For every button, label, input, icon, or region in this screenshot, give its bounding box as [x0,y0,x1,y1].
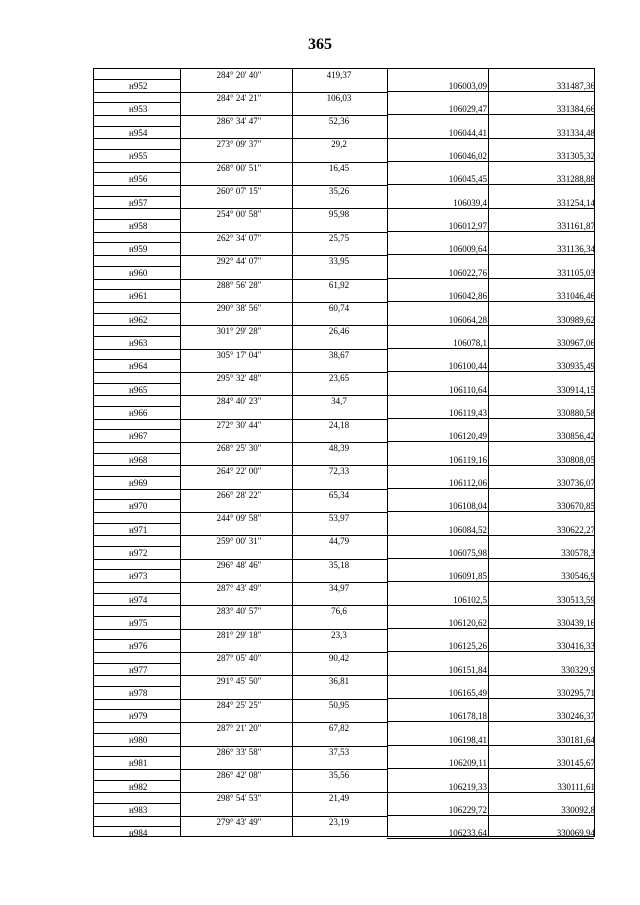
row-divider [94,232,387,233]
side-length: 106,03 [326,92,352,103]
row-divider [387,301,594,302]
row-divider [387,231,594,232]
row-divider [94,523,180,524]
x-coordinate: 106198,41 [448,734,487,745]
row-divider [387,675,594,676]
y-coordinate: 331105,03 [557,267,595,278]
direction-angle: 262° 34' 07" [216,232,262,243]
row-divider [94,138,387,139]
side-length: 35,18 [328,559,350,570]
x-coordinate: 106100,44 [448,361,487,372]
row-divider [387,698,594,699]
x-coordinate: 106151,84 [448,664,487,675]
row-divider [94,769,387,770]
row-divider [94,733,180,734]
y-coordinate: 330092,8 [561,804,595,815]
side-length: 36,81 [328,676,350,687]
x-coordinate: 106209,11 [449,758,487,769]
direction-angle: 284° 24' 21" [216,92,262,103]
row-divider [94,429,180,430]
coordinates-table [93,68,595,837]
point-name: н979 [129,711,148,722]
row-divider [94,582,387,583]
point-name: н957 [129,197,148,208]
row-divider [94,629,387,630]
direction-angle: 301° 29' 28" [216,326,262,337]
row-divider [94,593,180,594]
point-name: н952 [129,81,148,91]
y-coordinate: 330246,37 [556,711,595,722]
row-divider [387,721,594,722]
row-divider [94,115,387,116]
direction-angle: 290° 38' 56" [216,302,262,313]
y-coordinate: 331046,46 [556,291,595,302]
y-coordinate: 331136,34 [557,244,595,255]
y-coordinate: 330670,85 [556,501,595,512]
y-coordinate: 331334,48 [556,127,595,138]
y-coordinate: 330439,16 [556,618,595,629]
row-divider [94,162,387,163]
row-divider [94,803,180,804]
row-divider [387,254,594,255]
row-divider [387,511,594,512]
x-coordinate: 106178,18 [448,711,487,722]
row-divider [94,722,387,723]
row-divider [94,699,387,700]
row-divider [94,359,180,360]
row-divider [94,79,180,80]
side-length: 29,2 [331,139,347,150]
y-coordinate: 330546,9 [561,571,595,582]
row-divider [94,302,387,303]
row-divider [94,92,387,93]
row-divider [94,255,387,256]
x-coordinate: 106112,06 [449,477,487,488]
side-length: 25,75 [328,232,350,243]
row-divider [94,686,180,687]
direction-angle: 298° 54' 53" [216,793,262,804]
direction-angle: 260° 07' 15" [216,186,262,197]
row-divider [94,535,387,536]
row-divider [387,441,594,442]
row-divider [94,406,180,407]
point-name: н982 [129,781,148,792]
side-length: 33,95 [328,256,350,267]
side-length: 90,42 [328,653,350,664]
point-name: н961 [129,291,148,302]
y-coordinate: 330989,62 [556,314,595,325]
row-divider [94,780,180,781]
x-coordinate: 106084,52 [448,524,487,535]
row-divider [94,242,180,243]
row-divider [387,114,594,115]
row-divider [387,815,594,816]
point-name: н974 [129,594,148,605]
point-name: н968 [129,454,148,465]
row-divider [387,768,594,769]
side-length: 21,49 [328,793,350,804]
row-divider [94,453,180,454]
row-divider [387,628,594,629]
direction-angle: 305° 17' 04" [216,349,262,360]
direction-angle: 268° 25' 30" [216,442,262,453]
point-name: н966 [129,407,148,418]
row-divider [94,185,387,186]
row-divider [94,149,180,150]
x-coordinate: 106042,86 [448,291,487,302]
point-name: н967 [129,431,148,442]
row-divider [94,489,387,490]
row-divider [387,371,594,372]
side-length: 52,36 [328,116,350,127]
x-coordinate: 106125,26 [448,641,487,652]
side-length: 95,98 [328,209,350,220]
side-length: 44,79 [328,536,350,547]
y-coordinate: 331305,32 [556,151,595,162]
direction-angle: 283° 40' 57" [216,606,262,617]
row-divider [94,639,180,640]
point-name: н962 [129,314,148,325]
direction-angle: 281° 29' 18" [216,629,262,640]
y-coordinate: 331288,88 [556,174,595,185]
row-divider [387,91,594,92]
row-divider [94,616,180,617]
y-coordinate: 330069,94 [556,828,595,839]
side-length: 23,3 [331,629,347,640]
row-divider [94,266,180,267]
direction-angle: 284° 20' 40" [216,70,262,80]
row-divider [387,558,594,559]
x-coordinate: 106102,5 [453,594,487,605]
point-name: н953 [129,104,148,115]
point-name: н963 [129,337,148,348]
direction-angle: 266° 28' 22" [216,489,262,500]
point-name: н959 [129,244,148,255]
side-length: 35,56 [328,769,350,780]
row-divider [94,465,387,466]
row-divider [387,184,594,185]
point-name: н955 [129,151,148,162]
page-number: 365 [308,36,332,53]
row-divider [387,488,594,489]
point-name: н969 [129,477,148,488]
x-coordinate: 106078,1 [453,337,487,348]
side-length: 65,34 [328,489,350,500]
row-divider [94,349,387,350]
point-name: н975 [129,618,148,629]
y-coordinate: 330914,15 [556,384,595,395]
row-divider [94,208,387,209]
x-coordinate: 106044,41 [448,127,487,138]
x-coordinate: 106165,49 [448,688,487,699]
side-length: 419,37 [326,70,352,80]
row-divider [94,512,387,513]
y-coordinate: 330808,05 [556,454,595,465]
direction-angle: 287° 43' 49" [216,583,262,594]
direction-angle: 264° 22' 00" [216,466,262,477]
side-length: 37,53 [328,746,350,757]
direction-angle: 292° 44' 07" [216,256,262,267]
row-divider [387,838,594,839]
row-divider [387,651,594,652]
point-name: н983 [129,804,148,815]
y-coordinate: 330967,06 [556,337,595,348]
row-divider [94,652,387,653]
side-length: 34,97 [328,583,350,594]
row-divider [387,325,594,326]
row-divider [94,709,180,710]
x-coordinate: 106022,76 [448,267,487,278]
side-length: 60,74 [328,302,350,313]
x-coordinate: 106120,62 [448,618,487,629]
direction-angle: 273° 09' 37" [216,139,262,150]
side-length: 76,6 [331,606,347,617]
row-divider [94,442,387,443]
y-coordinate: 330736,07 [556,477,595,488]
row-divider [94,219,180,220]
y-coordinate: 330295,71 [556,688,595,699]
x-coordinate: 106229,72 [448,804,487,815]
row-divider [94,826,180,827]
x-coordinate: 106119,43 [449,407,487,418]
y-coordinate: 330513,59 [556,594,595,605]
row-divider [94,313,180,314]
point-name: н977 [129,664,148,675]
row-divider [94,756,180,757]
row-divider [94,172,180,173]
y-coordinate: 330181,64 [556,734,595,745]
row-divider [94,102,180,103]
direction-angle: 295° 32' 48" [216,372,262,383]
row-divider [94,675,387,676]
row-divider [387,745,594,746]
point-name: н954 [129,127,148,138]
y-coordinate: 331487,36 [556,81,595,91]
side-length: 23,19 [328,816,350,827]
row-divider [387,465,594,466]
x-coordinate: 106009,64 [448,244,487,255]
direction-angle: 259° 00' 31" [216,536,262,547]
row-divider [94,746,387,747]
direction-angle: 286° 34' 47" [216,116,262,127]
side-length: 34,7 [331,396,347,407]
point-name: н978 [129,688,148,699]
row-divider [94,559,387,560]
row-divider [94,476,180,477]
direction-angle: 286° 42' 08" [216,769,262,780]
y-coordinate: 330329,9 [561,664,595,675]
y-coordinate: 330622,27 [556,524,595,535]
y-coordinate: 331254,14 [556,197,595,208]
direction-angle: 272° 30' 44" [216,419,262,430]
row-divider [94,336,180,337]
side-length: 24,18 [328,419,350,430]
y-coordinate: 330880,58 [556,407,595,418]
point-name: н965 [129,384,148,395]
row-divider [94,663,180,664]
row-divider [94,383,180,384]
row-divider [387,208,594,209]
row-divider [94,605,387,606]
row-divider [387,605,594,606]
direction-angle: 244° 09' 58" [216,513,262,523]
row-divider [94,372,387,373]
x-coordinate: 106012,97 [448,221,487,232]
point-name: н980 [129,734,148,745]
row-divider [94,325,387,326]
row-divider [94,499,180,500]
row-divider [94,289,180,290]
side-length: 53,97 [328,513,350,523]
direction-angle: 286° 33' 58" [216,746,262,757]
direction-angle: 291° 45' 50" [216,676,262,687]
y-coordinate: 330111,61 [557,781,595,792]
row-divider [94,816,387,817]
side-length: 35,26 [328,186,350,197]
side-length: 67,82 [328,723,350,734]
row-divider [387,418,594,419]
row-divider [94,395,387,396]
side-length: 26,46 [328,326,350,337]
y-coordinate: 331161,87 [557,221,595,232]
x-coordinate: 106064,28 [448,314,487,325]
x-coordinate: 106233,64 [448,828,487,839]
side-length: 23,65 [328,372,350,383]
x-coordinate: 106075,98 [448,548,487,558]
row-divider [387,348,594,349]
direction-angle: 296° 48' 46" [216,559,262,570]
direction-angle: 254° 00' 58" [216,209,262,220]
point-name: н973 [129,571,148,582]
side-length: 38,67 [328,349,350,360]
point-name: н960 [129,267,148,278]
point-name: н984 [129,828,148,839]
x-coordinate: 106003,09 [448,81,487,91]
row-divider [387,792,594,793]
row-divider [94,196,180,197]
x-coordinate: 106046,02 [448,151,487,162]
row-divider [94,279,387,280]
direction-angle: 284° 40' 23" [216,396,262,407]
direction-angle: 287° 21' 20" [216,723,262,734]
x-coordinate: 106108,04 [448,501,487,512]
x-coordinate: 106110,64 [449,384,487,395]
side-length: 50,95 [328,699,350,710]
direction-angle: 279° 43' 49" [216,816,262,827]
y-coordinate: 330145,67 [556,758,595,769]
y-coordinate: 330935,49 [556,361,595,372]
row-divider [94,419,387,420]
side-length: 16,45 [328,162,350,173]
direction-angle: 268° 00' 51" [216,162,262,173]
row-divider [387,138,594,139]
row-divider [387,395,594,396]
y-coordinate: 330578,3 [561,548,595,558]
row-divider [94,546,180,547]
side-length: 48,39 [328,442,350,453]
direction-angle: 287° 05' 40" [216,653,262,664]
row-divider [94,792,387,793]
point-name: н976 [129,641,148,652]
x-coordinate: 106039,4 [453,197,487,208]
direction-angle: 288° 56' 28" [216,279,262,290]
side-length: 61,92 [328,279,350,290]
point-name: н964 [129,361,148,372]
x-coordinate: 106029,47 [448,104,487,115]
x-coordinate: 106045,45 [448,174,487,185]
point-name: н958 [129,221,148,232]
point-name: н981 [129,758,148,769]
direction-angle: 284° 25' 25" [216,699,262,710]
side-length: 72,33 [328,466,350,477]
x-coordinate: 106219,33 [448,781,487,792]
row-divider [94,126,180,127]
row-divider [387,581,594,582]
point-name: н971 [129,524,148,535]
y-coordinate: 330416,33 [556,641,595,652]
row-divider [387,535,594,536]
row-divider [94,569,180,570]
point-name: н956 [129,174,148,185]
x-coordinate: 106120,49 [448,431,487,442]
x-coordinate: 106091,85 [448,571,487,582]
y-coordinate: 331384,66 [556,104,595,115]
y-coordinate: 330856,42 [556,431,595,442]
row-divider [387,161,594,162]
point-name: н970 [129,501,148,512]
row-divider [387,278,594,279]
point-name: н972 [129,548,148,558]
x-coordinate: 106119,16 [449,454,487,465]
